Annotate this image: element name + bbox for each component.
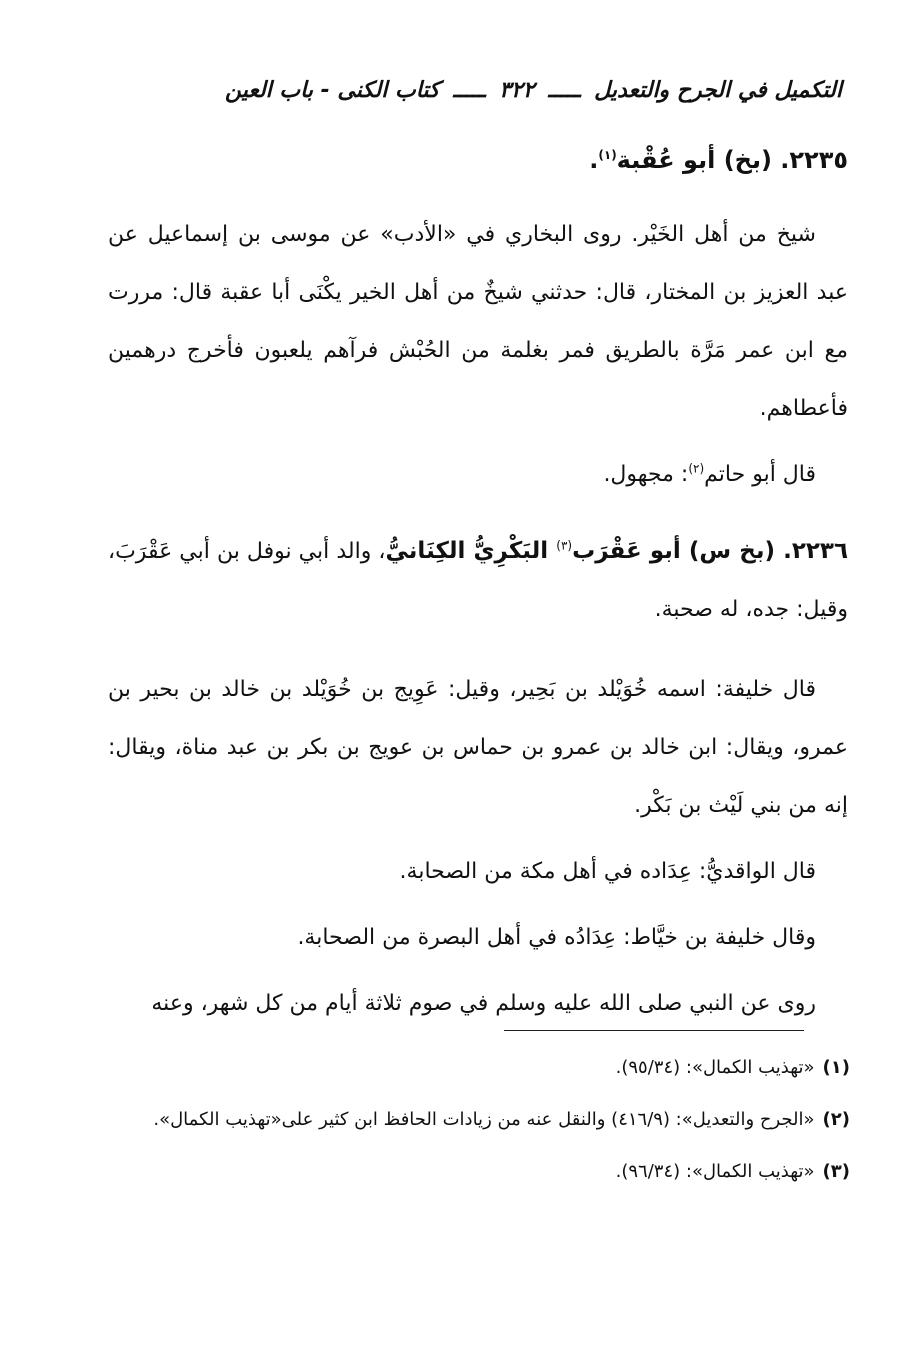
entry-heading-2236 [108,522,848,639]
abu-hatim-verdict: : مجهول. [603,462,689,487]
entry-nisba: البَكْرِيُّ الكِنَانيُّ [385,538,557,564]
footnote [110,1094,850,1146]
book-title: التكميل في الجرح والتعديل [594,78,842,103]
section-title: كتاب الكنى - باب العين [224,78,440,103]
footnote-number: (٣) [822,1161,850,1182]
abu-hatim-label: قال أبو حاتم [704,462,816,487]
body-paragraph: روى عن النبي صلى الله عليه وسلم في صوم ثلاثة أيام من كل شهر، وعنه [151,991,816,1016]
body-paragraph: شيخ من أهل الخَيْر. روى البخاري في «الأدب» عن موسى بن إسماعيل عن عبد العزيز بن المختار، قال: حدثني شيخٌ من أهل الخير يكْنَى أبا عقبة قال: مررت مع ابن عمر مَرَّة بالطريق فمر بغلمة من الحُبْش فرآهم يلعبون فأخرج درهمين فأعطاهم. [108,222,848,421]
entry-title-end: . [589,146,599,174]
footnote-number: (١) [822,1057,850,1078]
entry-title: ٢٢٣٦. (بخ س) أبو عَقْرَب [572,538,848,564]
footnote-ref: (١) [598,148,617,162]
footnote-ref: (٢) [688,461,705,476]
footnote-divider [504,1030,804,1031]
footnote-text: «تهذيب الكمال»: (٩٦/٣٤). [615,1161,815,1182]
body-paragraph: قال الواقديُّ: عِدَاده في أهل مكة من الصحابة. [399,859,816,884]
body-paragraph: قال خليفة: اسمه خُوَيْلد بن بَحِير، وقيل: عَوِيج بن خُوَيْلد بن خالد بن بحير بن عمرو، ويقال: ابن خالد بن عمرو بن حماس بن عويج بن بكر بن عبد مناة، ويقال: إنه من بني لَيْث بن بَكْر. [108,677,848,818]
footnote-text: «تهذيب الكمال»: (٩٥/٣٤). [615,1057,815,1078]
entry-title: ٢٢٣٥. (بخ) أبو عُقْبة [616,146,848,174]
footnote-ref: (٣) [556,538,573,553]
book-page [108,60,848,1033]
footnote-text: «الجرح والتعديل»: (٤١٦/٩) والنقل عنه من زيادات الحافظ ابن كثير على«تهذيب الكمال». [153,1109,815,1130]
footnote-number: (٢) [822,1109,850,1130]
body-paragraph: وقال خليفة بن خيَّاط: عِدَادُه في أهل البصرة من الصحابة. [297,925,816,950]
footnotes [110,1042,850,1198]
body-paragraph [108,446,848,504]
entry-heading-2235 [108,142,848,178]
footnote [110,1042,850,1094]
footnote [110,1146,850,1198]
page-number: ٣٢٢ [499,78,535,103]
header-dash: ـــــ [548,78,581,103]
header-dash: ـــــ [453,78,486,103]
entry-description: ، والد أبي نوفل بن أبي عَقْرَبَ، وقيل: جده، له صحبة. [108,539,848,622]
running-header [108,72,842,110]
